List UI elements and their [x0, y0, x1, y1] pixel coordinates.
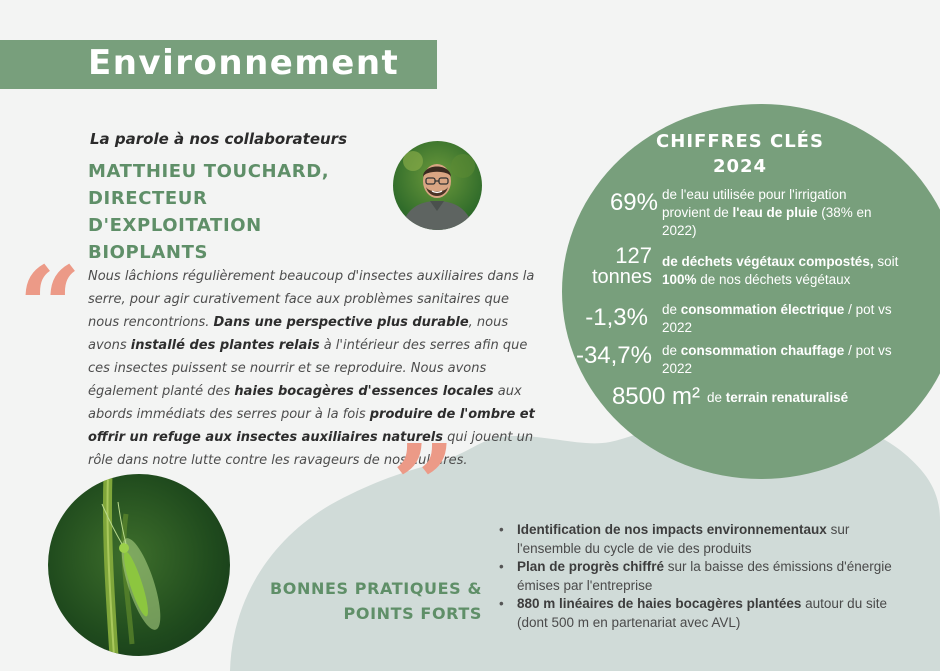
key-figure-value: 69% [609, 189, 658, 216]
employee-name-line: DIRECTEUR D'EXPLOITATION [88, 188, 262, 236]
desc-segment: de nos déchets végétaux [696, 272, 851, 287]
desc-segment: de [707, 390, 726, 405]
practice-bold: Plan de progrès chiffré [517, 559, 665, 574]
lacewing-insect-photo [48, 474, 230, 656]
desc-segment-bold: 100% [662, 272, 697, 287]
key-figure-desc [662, 342, 892, 378]
employee-name-block [88, 158, 388, 266]
quote-close-icon: ” [392, 420, 456, 549]
practice-text: autour du site (dont 500 m en partenariat avec AVL) [517, 596, 887, 630]
key-figure-value: 127 [615, 243, 652, 268]
key-figures-year: 2024 [712, 156, 768, 177]
desc-segment-bold: l'eau de pluie [732, 205, 818, 220]
person-avatar-icon [393, 141, 482, 230]
desc-segment: de [662, 302, 681, 317]
key-figures-title-line: CHIFFRES CLÉS [656, 131, 824, 152]
practice-text: sur la baisse des émissions d'énergie émises par l'entreprise [517, 559, 892, 593]
quote-segment: aux abords immédiats des serres pour à la fois [88, 384, 522, 422]
quote-segment: , nous avons [88, 315, 509, 353]
list-item [497, 558, 897, 595]
quote-open-icon: “ [18, 242, 82, 371]
quote-segment-bold: Dans une perspective plus durable [213, 315, 469, 330]
key-figure-desc [707, 389, 897, 407]
key-figure-value: -34,7% [575, 342, 652, 369]
good-practices-title-line: BONNES PRATIQUES & [269, 579, 482, 598]
list-item [497, 521, 897, 558]
desc-segment: soit [873, 254, 899, 269]
key-figure-value: 8500 m² [611, 383, 700, 410]
desc-segment: de l'eau utilisée pour l'irrigation provient de [662, 187, 847, 220]
desc-segment: (38% en 2022) [662, 205, 872, 238]
desc-segment-bold: de déchets végétaux compostés, [662, 254, 874, 269]
quote-segment-bold: produire de l'ombre et offrir un refuge aux insectes auxiliaires naturels [88, 407, 535, 445]
bullet-icon: • [499, 522, 504, 537]
practice-bold: Identification de nos impacts environnementaux [517, 522, 827, 537]
list-item [497, 595, 897, 632]
good-practices-list [497, 521, 897, 632]
lacewing-icon [48, 474, 230, 656]
good-practices-title-line: POINTS FORTS [343, 604, 482, 623]
employee-portrait [393, 141, 482, 230]
practice-bold: 880 m linéaires de haies bocagères plantées [517, 596, 802, 611]
employee-name-line: BIOPLANTS [88, 242, 209, 263]
practice-text: sur l'ensemble du cycle de vie des produits [517, 522, 850, 556]
good-practices-title [250, 576, 482, 626]
desc-segment: / pot vs 2022 [662, 343, 892, 376]
testimonial-subtitle: La parole à nos collaborateurs [90, 130, 347, 148]
key-figure-desc [662, 186, 892, 240]
quote-segment-bold: installé des plantes relais [130, 338, 320, 353]
desc-segment-bold: terrain renaturalisé [725, 390, 849, 405]
quote-segment-bold: haies bocagères d'essences locales [234, 384, 494, 399]
key-figure-desc [662, 253, 902, 289]
desc-segment: de [662, 343, 681, 358]
desc-segment-bold: consommation électrique [680, 302, 845, 317]
bullet-icon: • [499, 596, 504, 611]
page-title: Environnement [88, 43, 400, 83]
key-figure-value: -1,3% [585, 304, 648, 331]
desc-segment: / pot vs 2022 [662, 302, 892, 335]
key-figure-unit: tonnes [591, 266, 652, 288]
key-figure-desc [662, 301, 902, 337]
desc-segment-bold: consommation chauffage [680, 343, 845, 358]
quote-segment: Nous lâchions régulièrement beaucoup d'insectes auxiliaires dans la serre, pour agir curativement face aux problèmes sanitaires que nous rencontrions. [88, 269, 535, 330]
quote-segment: qui jouent un rôle dans notre lutte contre les ravageurs de nos cultures. [88, 430, 534, 468]
bullet-icon: • [499, 559, 504, 574]
key-figures-title [640, 129, 840, 179]
testimonial-quote [88, 265, 538, 472]
employee-name-line: MATTHIEU TOUCHARD, [88, 161, 330, 182]
quote-segment: à l'intérieur des serres afin que ces insectes puissent se nourrir et se reproduire. Nous avons également planté des [88, 338, 528, 399]
